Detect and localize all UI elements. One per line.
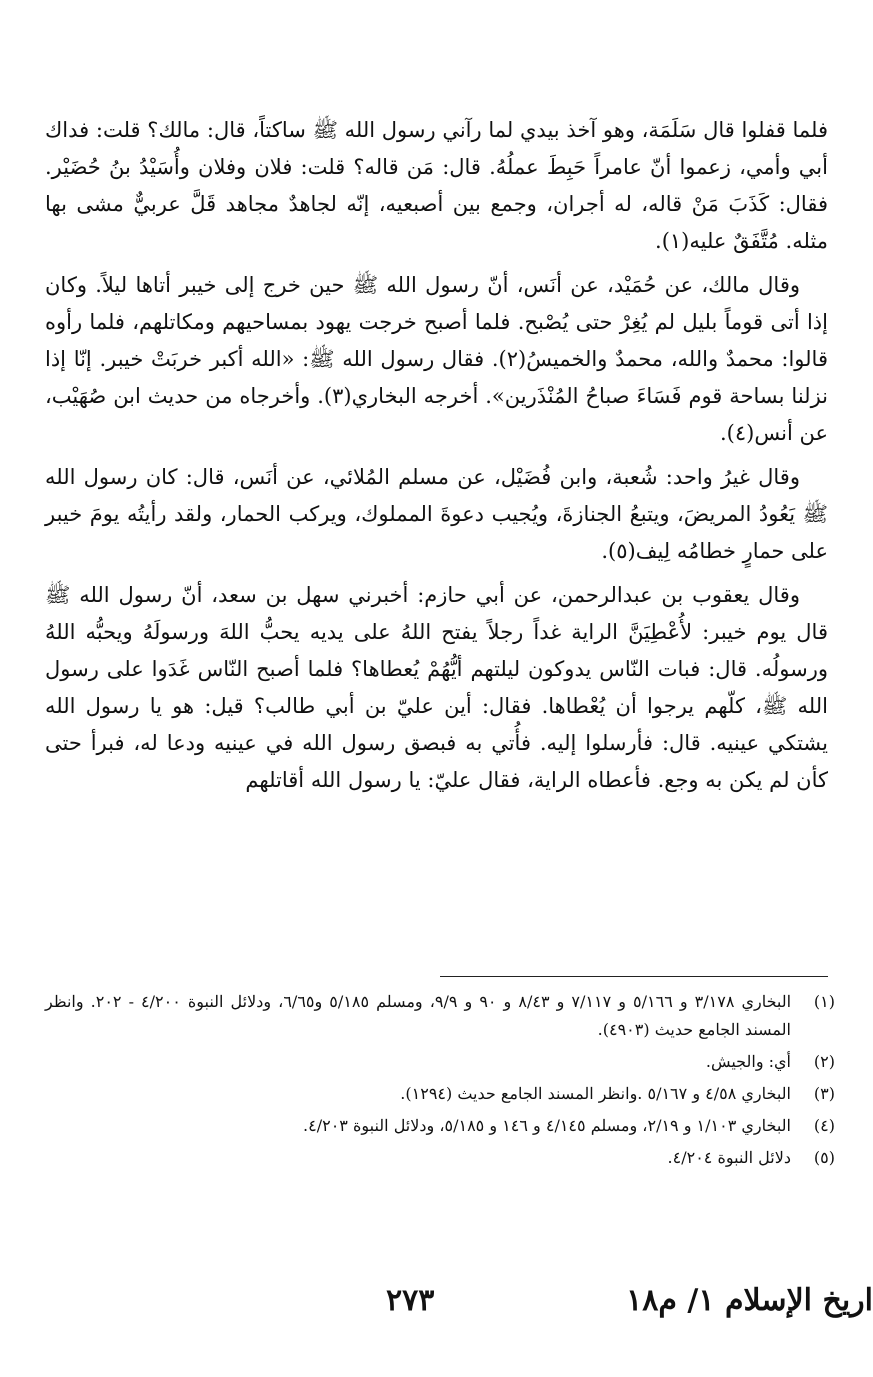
footnote: [45, 1080, 835, 1108]
paragraph-3: وقال غيرُ واحد: شُعبة، وابن فُضَيْل، عن مسلم المُلائي، عن أنَس، قال: كان رسول الله ﷺ يَعُودُ المريضَ، ويتبعُ الجنازةَ، ويُجيب دعوةَ المملوك، ويركب الحمار، ولقد رأيتُه يومَ خيبر على حمارٍ خطامُه لِيف(٥).: [45, 465, 828, 563]
footnote-number: (٤): [813, 1116, 835, 1135]
paragraph-4: وقال يعقوب بن عبدالرحمن، عن أبي حازم: أخبرني سهل بن سعد، أنّ رسول الله ﷺ قال يوم خيبر: لأُعْطِيَنَّ الراية غداً رجلاً يفتح اللهُ على يديه يحبُّ اللهَ ورسولَهُ ويحبُّه اللهُ ورسولُه. قال: فبات النّاس يدوكون ليلتهم أيُّهُمْ يُعطاها؟ فلما أصبح النّاس غَدَوا على رسول الله ﷺ، كلّهم يرجوا أن يُعْطاها. فقال: أين عليّ بن أبي طالب؟ قيل: هو يا رسول الله يشتكي عينيه. قال: فأرسلوا إليه. فأُتي به فبصق رسول الله في عينيه ودعا له، فبرأ حتى كأن لم يكن به وجع. فأعطاه الراية، فقال عليّ: يا رسول الله أقاتلهم: [45, 583, 828, 792]
footnote-text: دلائل النبوة ٤/٢٠٤.: [667, 1148, 791, 1167]
footnote-number: (١): [813, 992, 835, 1011]
footnote-number: (٣): [813, 1084, 835, 1103]
footnote-number: (٢): [813, 1052, 835, 1071]
main-text: [45, 112, 828, 806]
running-title: اريخ الإسلام ١/ م١٨: [626, 1283, 873, 1318]
footnote: [45, 1112, 835, 1140]
footnote-number: (٥): [813, 1148, 835, 1167]
paragraph-2: وقال مالك، عن حُمَيْد، عن أنَس، أنّ رسول الله ﷺ حين خرج إلى خيبر أتاها ليلاً. وكان إذا أتى قوماً بليل لم يُغِرْ حتى يُصْبح. فلما أصبح خرجت يهود بمساحيهم ومكاتلهم، فلما رأوه قالوا: محمدٌ والله، محمدٌ والخميسُ(٢). فقال رسول الله ﷺ: «الله أكبر خربَتْ خيبر. إنّا إذا نزلنا بساحة قوم فَسَاءَ صباحُ المُنْذَرين». أخرجه البخاري(٣). وأخرجاه من حديث ابن صُهَيْب، عن أنس(٤).: [45, 273, 828, 445]
footnote-text: البخاري ٣/١٧٨ و ٥/١٦٦ و ٧/١١٧ و ٨/٤٣ و ٩٠ و ٩/٩، ومسلم ٥/١٨٥ و٦/٦٥، ودلائل النبوة ٤/٢٠٠ - ٢٠٢. وانظر المسند الجامع حديث (٤٩٠٣).: [45, 992, 792, 1039]
page-number: ٢٧٣: [386, 1283, 435, 1318]
footnote-text: أي: والجيش.: [705, 1052, 791, 1071]
footnote: [45, 1048, 835, 1076]
footnote-text: البخاري ١/١٠٣ و ٢/١٩، ومسلم ٤/١٤٥ و ١٤٦ و ٥/١٨٥، ودلائل النبوة ٤/٢٠٣.: [303, 1116, 791, 1135]
footnotes: [45, 988, 835, 1176]
footnote-separator: [440, 976, 828, 977]
footnote-text: البخاري ٤/٥٨ و ٥/١٦٧ .وانظر المسند الجامع حديث (١٢٩٤).: [400, 1084, 791, 1103]
paragraph-1: فلما قفلوا قال سَلَمَة، وهو آخذ بيدي لما رآني رسول الله ﷺ ساكتاً، قال: مالك؟ قلت: فداك أبي وأمي، زعموا أنّ عامراً حَبِطَ عملُهُ. قال: مَن قاله؟ قلت: فلان وفلان وأُسَيْدُ بنُ حُضَيْر. فقال: كَذَبَ مَنْ قاله، له أجران، وجمع بين أصبعيه، إنّه لجاهدٌ مجاهد قَلَّ عربيٌّ مشى بها مثله. مُتَّفَقٌ عليه(١).: [45, 118, 828, 253]
footnote: [45, 1144, 835, 1172]
footnote: [45, 988, 835, 1044]
page-footer: [0, 1283, 873, 1343]
